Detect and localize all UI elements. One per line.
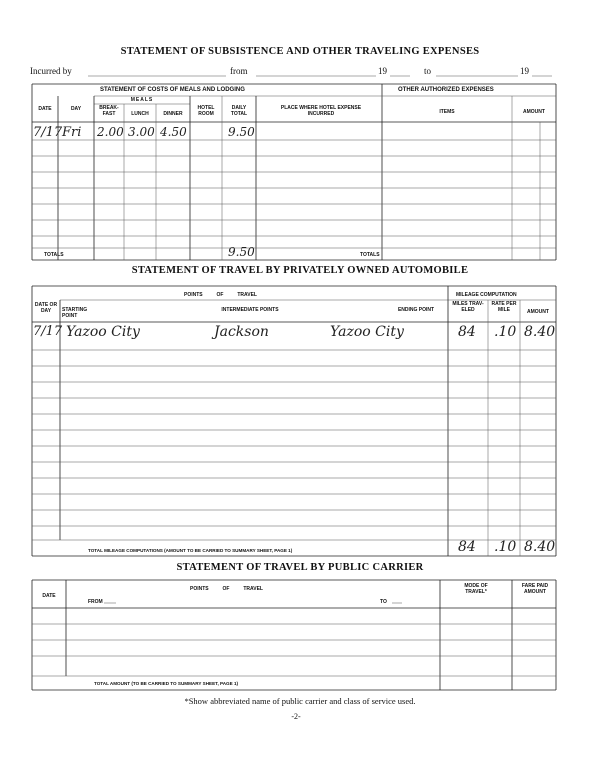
auto-section-title: STATEMENT OF TRAVEL BY PRIVATELY OWNED AUTOMOBILE	[131, 265, 469, 276]
meal-row-dinner: 4.50	[160, 125, 187, 139]
auto-row-starting: Yazoo City	[66, 324, 140, 340]
auto-row-date: 7/17	[33, 324, 63, 339]
meal-row-breakfast: 2.00	[97, 125, 124, 139]
col-breakfast: BREAK-FAST	[99, 105, 119, 117]
meal-row-lunch: 3.00	[128, 125, 155, 139]
page-number: -2-	[291, 712, 301, 721]
auto-row-amount: 8.40	[524, 324, 556, 340]
meals-totals-label: TOTALS	[44, 252, 64, 258]
public-from-label: FROM	[88, 599, 103, 605]
year-label-2: 19	[520, 66, 529, 76]
col-daily-total: DAILY TOTAL	[230, 105, 248, 117]
col-date: DATE	[38, 106, 52, 112]
auto-row-intermediate: Jackson	[214, 324, 269, 340]
to-label: to	[424, 66, 432, 76]
auto-col-rate: RATE PER MILE	[491, 301, 517, 313]
public-col-date: DATE	[42, 593, 56, 599]
col-hotel-room: HOTEL ROOM	[197, 105, 215, 117]
meals-section-title: STATEMENT OF COSTS OF MEALS AND LODGING	[100, 87, 245, 93]
auto-total-rate: .10	[494, 539, 517, 555]
auto-col-starting: STARTING POINT	[62, 307, 88, 319]
public-section-title: STATEMENT OF TRAVEL BY PUBLIC CARRIER	[176, 562, 424, 573]
meal-row-date: 7/17	[33, 125, 63, 140]
auto-col-ending: ENDING POINT	[397, 307, 435, 313]
auto-total-miles: 84	[458, 539, 476, 555]
public-col-mode: MODE OF TRAVEL*	[464, 583, 488, 595]
meal-row-day: Fri	[62, 125, 82, 140]
auto-col-date: DATE OR DAY	[34, 302, 58, 314]
col-day: DAY	[70, 106, 82, 112]
col-amount: AMOUNT	[523, 109, 545, 115]
col-items: ITEMS	[439, 109, 455, 115]
incurred-by-label: Incurred by	[30, 66, 72, 76]
auto-points-of-travel: POINTS OF TRAVEL	[184, 292, 257, 298]
auto-total-amount: 8.40	[524, 539, 556, 555]
col-dinner: DINNER	[163, 111, 183, 117]
footer-note: *Show abbreviated name of public carrier and class of service used.	[184, 696, 416, 706]
page-title: STATEMENT OF SUBSISTENCE AND OTHER TRAVELING EXPENSES	[120, 46, 480, 57]
meal-row-daily-total: 9.50	[228, 125, 255, 139]
public-col-fare: FARE PAID AMOUNT	[521, 583, 549, 595]
auto-row-rate: .10	[494, 324, 517, 340]
auto-row-ending: Yazoo City	[330, 324, 404, 340]
meals-totals-value: 9.50	[228, 245, 255, 259]
public-total-label: TOTAL AMOUNT (TO BE CARRIED TO SUMMARY SHEET, PAGE 1)	[94, 681, 239, 686]
year-label-1: 19	[378, 66, 387, 76]
auto-col-amount: AMOUNT	[527, 309, 549, 315]
meals-totals-label-right: TOTALS	[360, 252, 380, 258]
meals-group-label: MEALS	[130, 97, 154, 103]
auto-col-intermediate: INTERMEDIATE POINTS	[221, 307, 279, 313]
auto-total-label: TOTAL MILEAGE COMPUTATIONS (AMOUNT TO BE CARRIED TO SUMMARY SHEET, PAGE 1)	[88, 548, 293, 553]
auto-row-miles: 84	[458, 324, 476, 340]
auto-col-miles: MILES TRAV-ELED	[452, 301, 484, 313]
other-expenses-title: OTHER AUTHORIZED EXPENSES	[398, 87, 494, 93]
public-points-of-travel: POINTS OF TRAVEL	[190, 586, 263, 592]
public-to-label: TO	[380, 599, 387, 605]
col-lunch: LUNCH	[131, 111, 149, 117]
col-place: PLACE WHERE HOTEL EXPENSE INCURRED	[280, 105, 362, 117]
mileage-computation-label: MILEAGE COMPUTATION	[456, 292, 517, 298]
from-label: from	[230, 66, 248, 76]
